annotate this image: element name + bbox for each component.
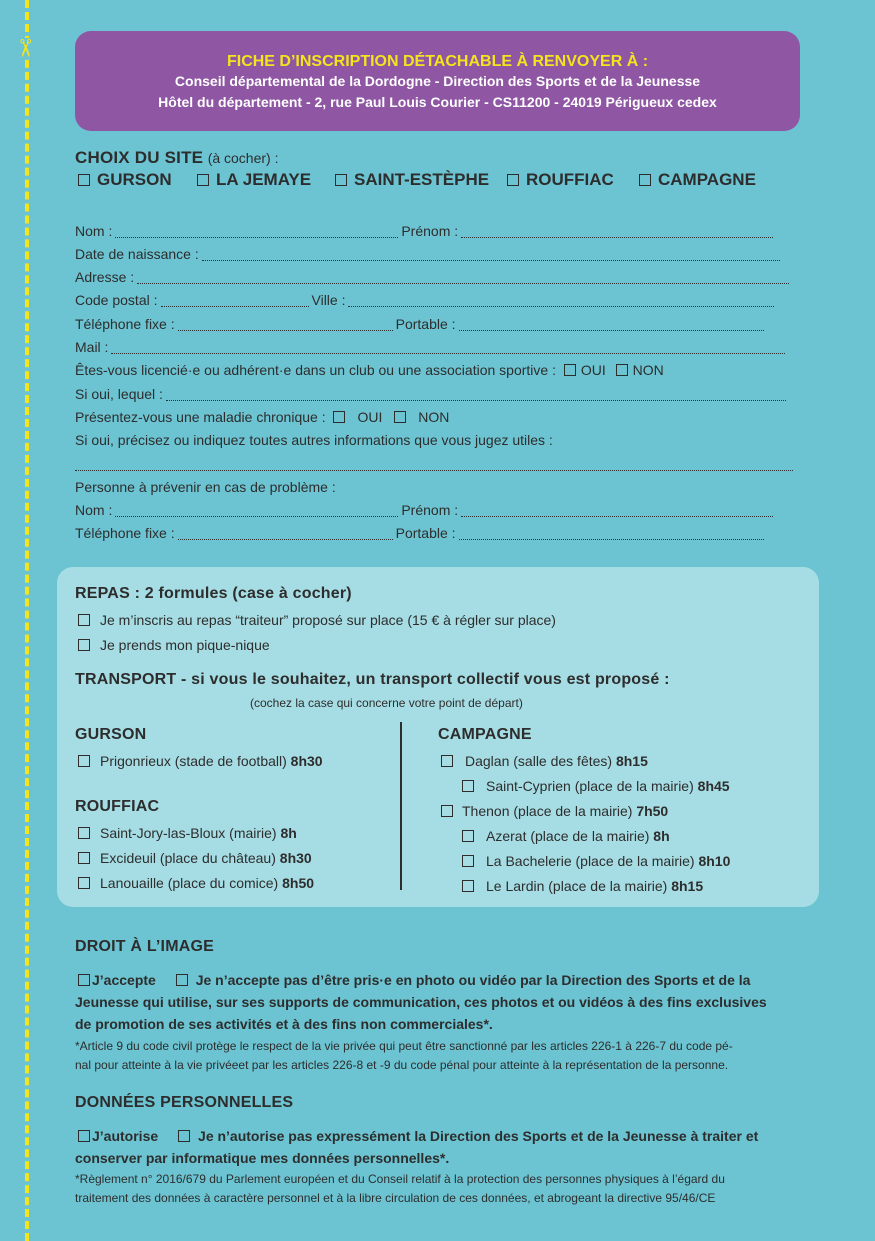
stop-prigonrieux[interactable]: Prigonrieux (stade de football) 8h30 bbox=[78, 752, 323, 770]
adresse-row: Adresse : bbox=[75, 268, 800, 286]
rouffiac-title: ROUFFIAC bbox=[75, 798, 160, 815]
mail-row: Mail : bbox=[75, 338, 800, 356]
naissance-row: Date de naissance : bbox=[75, 245, 800, 263]
image-consent-block bbox=[75, 969, 800, 1035]
checkbox[interactable] bbox=[78, 974, 90, 986]
checkbox[interactable] bbox=[78, 755, 90, 767]
checkbox[interactable] bbox=[78, 614, 90, 626]
checkbox[interactable] bbox=[462, 855, 474, 867]
lequel-row: Si oui, lequel : bbox=[75, 385, 800, 403]
checkbox[interactable] bbox=[441, 805, 453, 817]
telephone-row: Téléphone fixe : Portable : bbox=[75, 315, 800, 333]
repas-option-pique-nique[interactable]: Je prends mon pique-nique bbox=[78, 636, 270, 654]
precisez-field-row bbox=[75, 455, 800, 473]
contact-tel-fixe-field[interactable] bbox=[178, 526, 393, 540]
stop-le-lardin[interactable]: Le Lardin (place de la mairie) 8h15 bbox=[462, 877, 703, 895]
campagne-title: CAMPAGNE bbox=[438, 726, 532, 743]
ville-field[interactable] bbox=[348, 293, 774, 307]
site-option-gurson[interactable]: GURSON bbox=[78, 170, 172, 190]
cp-field[interactable] bbox=[161, 293, 309, 307]
cp-ville-row: Code postal : Ville : bbox=[75, 291, 800, 309]
checkbox[interactable] bbox=[78, 852, 90, 864]
checkbox[interactable] bbox=[639, 174, 651, 186]
image-title: DROIT À L’IMAGE bbox=[75, 938, 214, 955]
checkbox[interactable] bbox=[462, 830, 474, 842]
repas-option-traiteur[interactable]: Je m’inscris au repas “traiteur” proposé sur place (15 € à régler sur place) bbox=[78, 611, 556, 629]
scissors-icon: ✂ bbox=[11, 37, 39, 59]
checkbox[interactable] bbox=[176, 974, 188, 986]
checkbox[interactable] bbox=[507, 174, 519, 186]
nom-prenom-row: Nom : Prénom : bbox=[75, 222, 800, 240]
checkbox[interactable] bbox=[78, 827, 90, 839]
image-refuse-line2: Jeunesse qui utilise, sur ses supports de communication, ces photos et ou vidéos à des fins exclusives bbox=[75, 994, 767, 1010]
tel-fixe-field[interactable] bbox=[178, 317, 393, 331]
donnees-consent-block bbox=[75, 1125, 800, 1169]
licencie-non-checkbox[interactable] bbox=[616, 364, 628, 376]
contact-telephone-row: Téléphone fixe : Portable : bbox=[75, 524, 800, 542]
stop-excideuil[interactable]: Excideuil (place du château) 8h30 bbox=[78, 849, 312, 867]
stop-daglan[interactable]: Daglan (salle des fêtes) 8h15 bbox=[441, 752, 648, 770]
mail-field[interactable] bbox=[111, 340, 785, 354]
checkbox[interactable] bbox=[462, 880, 474, 892]
checkbox[interactable] bbox=[335, 174, 347, 186]
site-option-campagne[interactable]: CAMPAGNE bbox=[639, 170, 756, 190]
checkbox[interactable] bbox=[462, 780, 474, 792]
header-address-line2: Hôtel du département - 2, rue Paul Louis Courier - CS11200 - 24019 Périgueux cedex bbox=[158, 94, 717, 110]
prenom-field[interactable] bbox=[461, 224, 773, 238]
maladie-non-checkbox[interactable] bbox=[394, 411, 406, 423]
checkbox[interactable] bbox=[78, 1130, 90, 1142]
contact-nom-prenom-row: Nom : Prénom : bbox=[75, 501, 800, 519]
site-option-rouffiac[interactable]: ROUFFIAC bbox=[507, 170, 614, 190]
site-section-title: CHOIX DU SITE (à cocher) : bbox=[75, 148, 279, 167]
licencie-oui-checkbox[interactable] bbox=[564, 364, 576, 376]
repas-title: REPAS : 2 formules (case à cocher) bbox=[75, 585, 352, 602]
donnees-accept-option[interactable]: J’autorise bbox=[75, 1128, 158, 1144]
stop-thenon[interactable]: Thenon (place de la mairie) 7h50 bbox=[441, 802, 668, 820]
image-legal-note: *Article 9 du code civil protège le respect de la vie privée qui peut être sanctionné par les articles 226-1 à 226-7 du code pé- nal pour atteinte à la vie privéeet par les articles 226-8 et -9 du code pénal pour atteinte à la représentation de la personne. bbox=[75, 1039, 733, 1072]
transport-title: TRANSPORT - si vous le souhaitez, un transport collectif vous est proposé : bbox=[75, 671, 670, 688]
site-option-la-jemaye[interactable]: LA JEMAYE bbox=[197, 170, 311, 190]
contact-nom-field[interactable] bbox=[115, 503, 398, 517]
donnees-refuse-line2: conserver par informatique mes données personnelles*. bbox=[75, 1150, 450, 1166]
image-accept-option[interactable]: J’accepte bbox=[75, 972, 156, 988]
nom-field[interactable] bbox=[115, 224, 398, 238]
donnees-legal-note: *Règlement n° 2016/679 du Parlement européen et du Conseil relatif à la protection des personnes physiques à l’égard du traitement des données à caractère personnel et à la libre circulation de ces données, et abrogeant la directive 95/46/CE bbox=[75, 1172, 725, 1205]
gurson-title: GURSON bbox=[75, 726, 147, 743]
contact-portable-field[interactable] bbox=[459, 526, 764, 540]
precisez-row: Si oui, précisez ou indiquez toutes autres informations que vous jugez utiles : bbox=[75, 432, 553, 448]
precisez-field[interactable] bbox=[75, 457, 793, 471]
checkbox[interactable] bbox=[78, 174, 90, 186]
checkbox[interactable] bbox=[78, 639, 90, 651]
cut-line bbox=[25, 0, 29, 1241]
personne-row: Personne à prévenir en cas de problème : bbox=[75, 479, 336, 495]
header-banner bbox=[75, 31, 800, 131]
image-refuse-line3: de promotion de ses activités et à des fins non commerciales*. bbox=[75, 1016, 493, 1032]
contact-prenom-field[interactable] bbox=[461, 503, 773, 517]
checkbox[interactable] bbox=[197, 174, 209, 186]
donnees-refuse-option[interactable]: Je n’autorise pas expressément la Direction des Sports et de la Jeunesse à traiter et bbox=[178, 1128, 758, 1144]
checkbox[interactable] bbox=[441, 755, 453, 767]
site-option-saint-estephe[interactable]: SAINT-ESTÈPHE bbox=[335, 170, 489, 190]
stop-la-bachelerie[interactable]: La Bachelerie (place de la mairie) 8h10 bbox=[462, 852, 730, 870]
stop-azerat[interactable]: Azerat (place de la mairie) 8h bbox=[462, 827, 670, 845]
image-refuse-option[interactable]: Je n’accepte pas d’être pris·e en photo ou vidéo par la Direction des Sports et de la bbox=[176, 972, 751, 988]
header-address-line1: Conseil départemental de la Dordogne - Direction des Sports et de la Jeunesse bbox=[174, 73, 701, 89]
stop-lanouaille[interactable]: Lanouaille (place du comice) 8h50 bbox=[78, 874, 314, 892]
stop-saint-jory[interactable]: Saint-Jory-las-Bloux (mairie) 8h bbox=[78, 824, 297, 842]
adresse-field[interactable] bbox=[137, 270, 789, 284]
stop-saint-cyprien[interactable]: Saint-Cyprien (place de la mairie) 8h45 bbox=[462, 777, 730, 795]
lequel-field[interactable] bbox=[166, 387, 786, 401]
portable-field[interactable] bbox=[459, 317, 764, 331]
checkbox[interactable] bbox=[78, 877, 90, 889]
naissance-field[interactable] bbox=[202, 247, 780, 261]
checkbox[interactable] bbox=[178, 1130, 190, 1142]
maladie-oui-checkbox[interactable] bbox=[333, 411, 345, 423]
column-divider bbox=[400, 722, 402, 890]
donnees-title: DONNÉES PERSONNELLES bbox=[75, 1094, 294, 1111]
maladie-row: Présentez-vous une maladie chronique : OUI NON bbox=[75, 409, 450, 425]
header-title: FICHE D’INSCRIPTION DÉTACHABLE À RENVOYER À : bbox=[226, 53, 649, 70]
licencie-row: Êtes-vous licencié·e ou adhérent·e dans un club ou une association sportive : OUI NON bbox=[75, 362, 664, 378]
transport-subtitle: (cochez la case qui concerne votre point de départ) bbox=[250, 696, 523, 710]
